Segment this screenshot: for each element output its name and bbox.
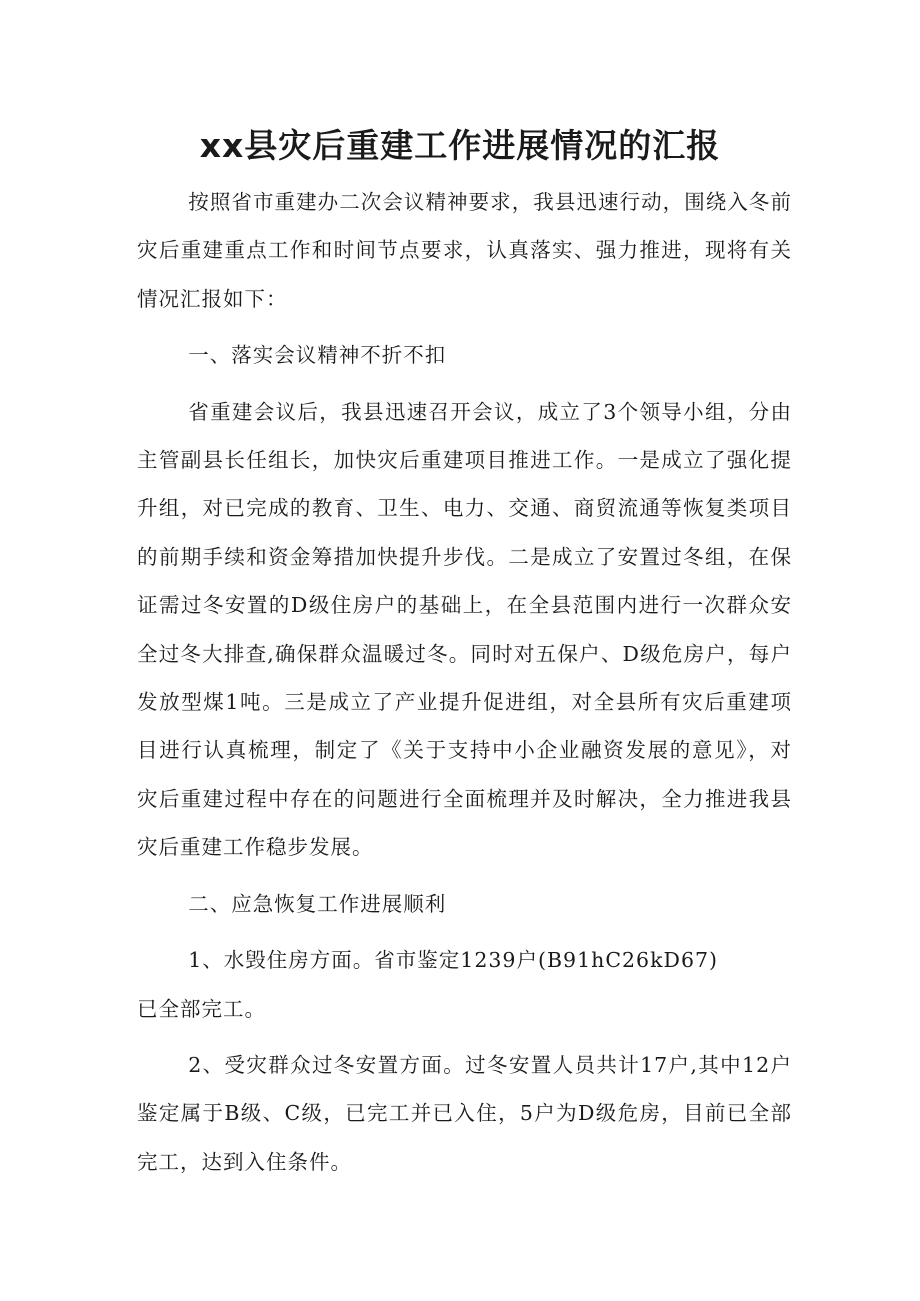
- document-body: [137, 178, 792, 1186]
- section2-item1-line2: 已全部完工。: [137, 996, 266, 1021]
- section2-item1-line1: 1、水毁住房方面。省市鉴定1239户(B91hC26kD67): [188, 948, 719, 973]
- intro-paragraph: 按照省市重建办二次会议精神要求，我县迅速行动，围绕入冬前灾后重建重点工作和时间节点要求，认真落实、强力推进，现将有关情况汇报如下：: [137, 190, 792, 311]
- section1-heading: 一、落实会议精神不折不扣: [188, 343, 447, 368]
- section2-heading: 二、应急恢复工作进展顺利: [188, 891, 447, 916]
- section2-item2-paragraph: 2、受灾群众过冬安置方面。过冬安置人员共计17户,其中12户鉴定属于B级、C级，已完工并已入住，5户为D级危房，目前已全部完工，达到入住条件。: [137, 1052, 792, 1174]
- section1-paragraph: 省重建会议后，我县迅速召开会议，成立了3个领导小组，分由主管副县长任组长，加快灾后重建项目推进工作。一是成立了强化提升组，对已完成的教育、卫生、电力、交通、商贸流通等恢复类项目的前期手续和资金筹措加快提升步伐。二是成立了安置过冬组，在保证需过冬安置的D级住房户的基础上，在全县范围内进行一次群众安全过冬大排查,确保群众温暖过冬。同时对五保户、D级危房户，每户发放型煤1吨。三是成立了产业提升促进组，对全县所有灾后重建项目进行认真梳理，制定了《关于支持中小企业融资发展的意见》，对灾后重建过程中存在的问题进行全面梳理并及时解决，全力推进我县灾后重建工作稳步发展。: [137, 399, 792, 860]
- document-title: xx县灾后重建工作进展情况的汇报: [199, 126, 721, 165]
